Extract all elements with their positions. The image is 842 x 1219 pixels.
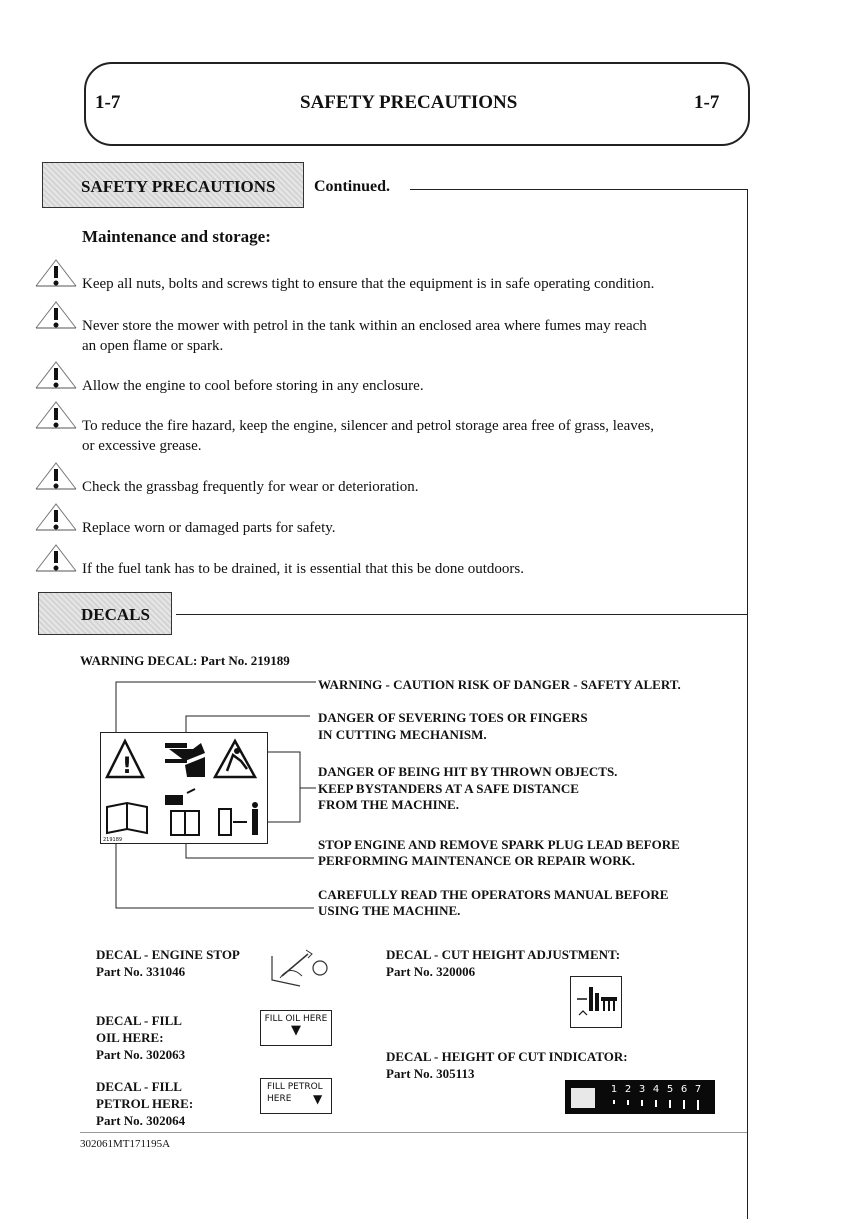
caution-triangle-icon [34, 461, 78, 496]
caution-triangle-icon [34, 543, 78, 578]
warning-text: Keep all nuts, bolts and screws tight to ensure that the equipment is in safe operating condition. [82, 276, 655, 292]
fill-petrol-label-2: PETROL HERE: [96, 1096, 194, 1111]
fill-oil-part: Part No. 302063 [96, 1047, 186, 1062]
height-number: 4 [652, 1084, 660, 1095]
cut-height-part: Part No. 320006 [386, 964, 476, 979]
height-number: 3 [638, 1084, 646, 1095]
callout-spark-1: STOP ENGINE AND REMOVE SPARK PLUG LEAD BEFORE [318, 837, 680, 852]
warning-text: If the fuel tank has to be drained, it is essential that this be done outdoors. [82, 561, 524, 577]
warning-text: To reduce the fire hazard, keep the engine, silencer and petrol storage area free of grass, leaves, [82, 418, 654, 434]
warning-text: Never store the mower with petrol in the tank within an enclosed area where fumes may reach [82, 318, 647, 334]
callout-manual-1: CAREFULLY READ THE OPERATORS MANUAL BEFORE [318, 887, 669, 902]
height-tick [697, 1100, 699, 1110]
caution-triangle-icon [34, 502, 78, 537]
down-arrow-icon: ▼ [313, 1092, 323, 1106]
caution-triangle-icon [34, 300, 78, 335]
fill-petrol-badge-1: FILL PETROL [267, 1082, 323, 1092]
height-number: 2 [624, 1084, 632, 1095]
fill-oil-badge: FILL OIL HERE [264, 1014, 328, 1024]
callout-severing-2: IN CUTTING MECHANISM. [318, 727, 487, 742]
height-number: 6 [680, 1084, 688, 1095]
warning-text: Check the grassbag frequently for wear or deterioration. [82, 479, 419, 495]
callout-thrown-3: FROM THE MACHINE. [318, 797, 459, 812]
callout-severing-1: DANGER OF SEVERING TOES OR FINGERS [318, 710, 588, 725]
caution-triangle-icon [34, 400, 78, 435]
height-tick [627, 1100, 629, 1105]
height-indicator-part: Part No. 305113 [386, 1066, 475, 1081]
maintenance-heading: Maintenance and storage: [82, 227, 271, 246]
page-number-right: 1-7 [694, 92, 720, 113]
callout-thrown-2: KEEP BYSTANDERS AT A SAFE DISTANCE [318, 781, 579, 796]
fill-petrol-badge-2: HERE [267, 1094, 292, 1104]
fill-oil-label-1: DECAL - FILL [96, 1013, 182, 1028]
warning-item [34, 360, 724, 395]
callout-thrown-1: DANGER OF BEING HIT BY THROWN OBJECTS. [318, 764, 618, 779]
height-tick [655, 1100, 657, 1107]
warning-text: Replace worn or damaged parts for safety. [82, 520, 336, 536]
height-indicator-decal [565, 1080, 715, 1114]
warning-text-continued: an open flame or spark. [82, 338, 224, 354]
warning-text: Allow the engine to cool before storing in any enclosure. [82, 378, 424, 394]
section-title-safety: SAFETY PRECAUTIONS [42, 162, 304, 208]
engine-stop-label: DECAL - ENGINE STOP [96, 947, 240, 962]
engine-stop-part: Part No. 331046 [96, 964, 186, 979]
height-number: 1 [610, 1084, 618, 1095]
fill-petrol-decal [260, 1078, 332, 1114]
page-right-border [747, 189, 748, 1219]
warning-item [34, 543, 724, 578]
warning-item [34, 461, 724, 496]
section-rule [410, 189, 748, 190]
mower-height-icon [571, 1088, 595, 1108]
callout-leaders [110, 676, 320, 916]
height-tick [669, 1100, 671, 1108]
warning-item [34, 258, 724, 293]
fill-oil-decal [260, 1010, 332, 1046]
engine-stop-icon [272, 950, 327, 986]
down-arrow-icon: ▼ [291, 1023, 301, 1038]
continued-label: Continued. [314, 178, 391, 195]
warning-text-continued: or excessive grease. [82, 438, 202, 454]
height-tick [641, 1100, 643, 1106]
fill-petrol-part: Part No. 302064 [96, 1113, 186, 1128]
page-title: SAFETY PRECAUTIONS [300, 92, 518, 113]
warning-item [34, 502, 724, 537]
height-number: 7 [694, 1084, 702, 1095]
height-tick [613, 1100, 615, 1104]
cut-height-label: DECAL - CUT HEIGHT ADJUSTMENT: [386, 947, 621, 962]
cut-height-icon [571, 977, 621, 1027]
height-tick [683, 1100, 685, 1109]
callout-manual-2: USING THE MACHINE. [318, 903, 461, 918]
warning-decal-label: WARNING DECAL: Part No. 219189 [80, 653, 290, 668]
caution-triangle-icon [34, 258, 78, 293]
section-title-decals: DECALS [38, 592, 172, 635]
callout-spark-2: PERFORMING MAINTENANCE OR REPAIR WORK. [318, 853, 635, 868]
callout-safety-alert: WARNING - CAUTION RISK OF DANGER - SAFETY ALERT. [318, 677, 681, 692]
decals-rule [176, 614, 747, 615]
warning-item [34, 400, 724, 455]
footer-rule [80, 1132, 747, 1133]
engine-stop-decal [266, 946, 336, 990]
caution-triangle-icon [34, 360, 78, 395]
height-number: 5 [666, 1084, 674, 1095]
warning-item [34, 300, 724, 355]
fill-oil-label-2: OIL HERE: [96, 1030, 164, 1045]
cut-height-decal [570, 976, 622, 1028]
page-number-left: 1-7 [95, 92, 121, 113]
svg-text:!: ! [122, 754, 133, 779]
decal-code: 219189 [103, 837, 123, 843]
footer-code: 302061MT171195A [80, 1138, 171, 1150]
height-indicator-label: DECAL - HEIGHT OF CUT INDICATOR: [386, 1049, 628, 1064]
fill-petrol-label-1: DECAL - FILL [96, 1079, 182, 1094]
